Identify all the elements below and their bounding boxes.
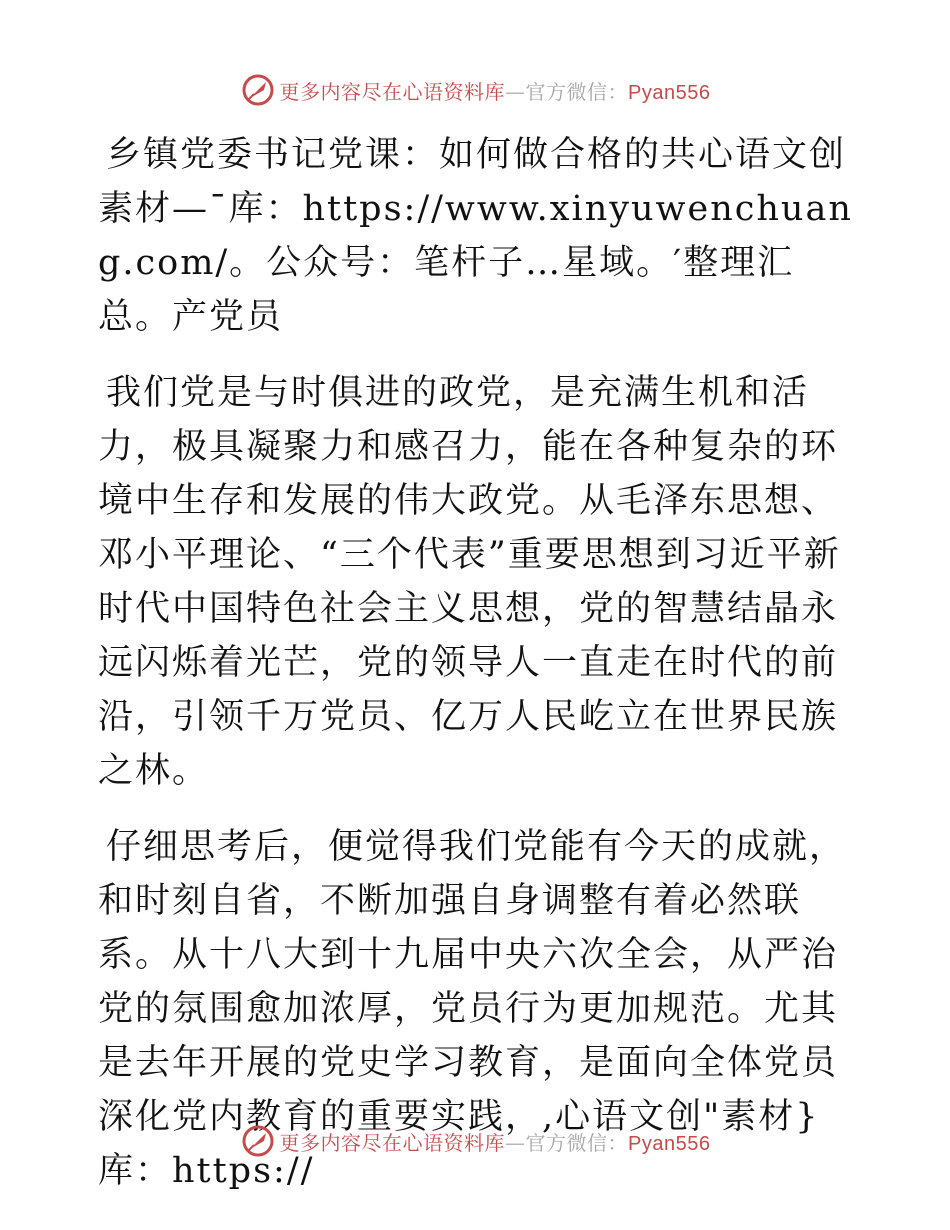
document-body — [98, 118, 858, 1198]
quill-logo-icon — [240, 72, 276, 108]
banner-text — [280, 1127, 711, 1156]
paragraph-title: 乡镇党委书记党课：如何做合格的共心语文创素材—¯库：https://www.xinyuwenchuang.com/。公众号：笔杆子…星域。′整理汇总。产党员 — [98, 135, 853, 337]
footer-banner — [0, 1121, 950, 1161]
banner-separator: — — [505, 79, 526, 104]
paragraph-body-2: 仔细思考后，便觉得我们党能有今天的成就，和时刻自省，不断加强自身调整有着必然联系。从十八大到十九届中央六次全会，从严治党的氛围愈加浓厚，党员行为更加规范。尤其是去年开展的党史学习教育，是面向全体党员深化党内教育的重要实践，,心语文创"素材}库：https:// — [98, 827, 847, 1191]
banner-wechat-id: Pyan556 — [628, 1132, 711, 1155]
header-banner — [0, 70, 950, 110]
quill-logo-icon — [240, 1123, 276, 1159]
paragraph-body-1: 我们党是与时俱进的政党，是充满生机和活力，极具凝聚力和感召力，能在各种复杂的环境中生存和发展的伟大政党。从毛泽东思想、邓小平理论、“三个代表”重要思想到习近平新时代中国特色社会主义思想，党的智慧结晶永远闪烁着光芒，党的领导人一直走在时代的前沿，引领千万党员、亿万人民屹立在世界民族之林。 — [98, 373, 841, 791]
banner-wechat-id: Pyan556 — [628, 81, 711, 104]
banner-main: 更多内容尽在心语资料库 — [279, 1130, 506, 1155]
banner-wechat-label: 官方微信： — [525, 1130, 629, 1155]
banner-wechat-label: 官方微信： — [525, 79, 629, 104]
banner-separator: — — [505, 1130, 526, 1155]
banner-text — [280, 76, 711, 105]
banner-main: 更多内容尽在心语资料库 — [279, 79, 506, 104]
